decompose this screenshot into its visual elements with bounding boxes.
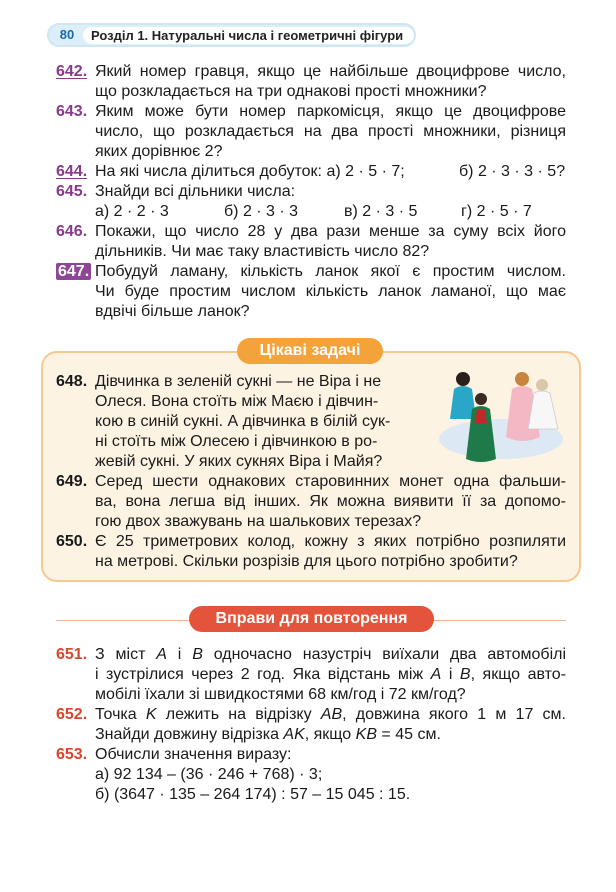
problem-644-line1: На які числа ділиться добуток: а) 2 · 5 · 7; — [95, 163, 405, 180]
problem-643-line3: яких дорівнює 2? — [95, 143, 223, 160]
problem-642-line1: Який номер гравця, якщо це найбільше двоцифрове число, — [95, 63, 566, 80]
problem-648-line1: Дівчинка в зеленій сукні — не Віра і не — [95, 373, 382, 390]
page-header — [47, 23, 416, 47]
problem-645-option-c: в) 2 · 3 · 5 — [344, 203, 418, 220]
problem-645-line1: Знайди всі дільники числа: — [95, 183, 296, 200]
problem-653-option-b: б) (3647 · 135 – 264 174) : 57 – 15 045 : 15. — [95, 786, 411, 803]
problem-651-line1: З міст A і B одночасно назустріч виїхали два автомобілі — [95, 646, 567, 663]
problem-645-number: 645. — [56, 183, 88, 200]
problem-643-line1: Яким може бути номер паркомісця, якщо це двоцифрове — [95, 103, 566, 120]
problem-648-line3: кою в синій сукні. А дівчинка в білій сук- — [95, 413, 391, 430]
problem-643-number: 643. — [56, 103, 88, 120]
problem-648-line2: Олеся. Вона стоїть між Маєю і дівчин- — [95, 393, 379, 410]
section-title: Розділ 1. Натуральні числа і геометричні фігури — [83, 27, 414, 44]
problem-653-option-a: а) 92 134 – (36 · 246 + 768) · 3; — [95, 766, 323, 783]
problem-648-number: 648. — [56, 373, 88, 390]
problem-644-number: 644. — [56, 163, 88, 180]
problem-649-line1: Серед шести однакових старовинних монет одна фальши- — [95, 473, 566, 490]
problem-651-line3: мобілі їхали зі швидкостями 68 км/год і 72 км/год? — [95, 686, 466, 703]
problem-650-number: 650. — [56, 533, 88, 550]
problem-649-line2: ва, вона легша від інших. Як можна виявити її за допомо- — [95, 493, 566, 510]
problem-643-line2: число, що розкладається на два прості множники, різниця — [95, 123, 566, 140]
problem-648-line5: жевій сукні. У яких сукнях Віра і Майя? — [95, 453, 383, 470]
section-interesting-problems: Цікаві задачі — [237, 338, 383, 364]
problem-647-badge: 647. — [58, 263, 90, 280]
problem-646-line1: Покажи, що число 28 у два рази менше за суму всіх його — [95, 223, 566, 240]
problem-642-number: 642. — [56, 63, 88, 80]
problem-649-number: 649. — [56, 473, 88, 490]
problem-650-line1: Є 25 триметрових колод, кожну з яких потрібно розпиляти — [95, 533, 566, 550]
section-review-exercises: Вправи для повторення — [189, 606, 434, 632]
problem-652-number: 652. — [56, 706, 88, 723]
problem-648-line4: ні стоїть між Олесею і дівчинкою в ро- — [95, 433, 378, 450]
problem-647-line2: Чи буде простим числом кількість ланок ламаної, що має — [95, 283, 566, 300]
problem-650-line2: на метрові. Скільки розрізів для цього потрібно зробити? — [95, 553, 518, 570]
problem-647-line3: вдвічі більше ланок? — [95, 303, 250, 320]
problem-653-number: 653. — [56, 746, 88, 763]
problem-651-number: 651. — [56, 646, 88, 663]
girls-in-dresses-illustration — [436, 367, 566, 467]
problem-652-line1: Точка K лежить на відрізку AB, довжина якого 1 м 17 см. — [95, 706, 566, 723]
problem-652-line2: Знайди довжину відрізка AK, якщо KB = 45 см. — [95, 726, 441, 743]
page-number: 80 — [59, 27, 75, 42]
problem-644-option-b: б) 2 · 3 · 3 · 5? — [459, 163, 566, 180]
problem-645-option-a: а) 2 · 2 · 3 — [95, 203, 169, 220]
problem-645-option-d: г) 2 · 5 · 7 — [461, 203, 532, 220]
problem-647-number — [56, 262, 91, 282]
problem-646-line2: дільників. Чи має таку властивість число 82? — [95, 243, 430, 260]
problem-645-option-b: б) 2 · 3 · 3 — [224, 203, 299, 220]
problem-646-number: 646. — [56, 223, 88, 240]
problem-649-line3: гою двох зважувань на шалькових терезах? — [95, 513, 422, 530]
problem-651-line2: і зустрілися через 2 год. Яка відстань між A і B, якщо авто- — [95, 666, 566, 683]
problem-653-line1: Обчисли значення виразу: — [95, 746, 292, 763]
problem-642-line2: що розкладається на три однакові прості множники? — [95, 83, 487, 100]
problem-647-line1: Побудуй ламану, кількість ланок якої є простим числом. — [95, 263, 566, 280]
